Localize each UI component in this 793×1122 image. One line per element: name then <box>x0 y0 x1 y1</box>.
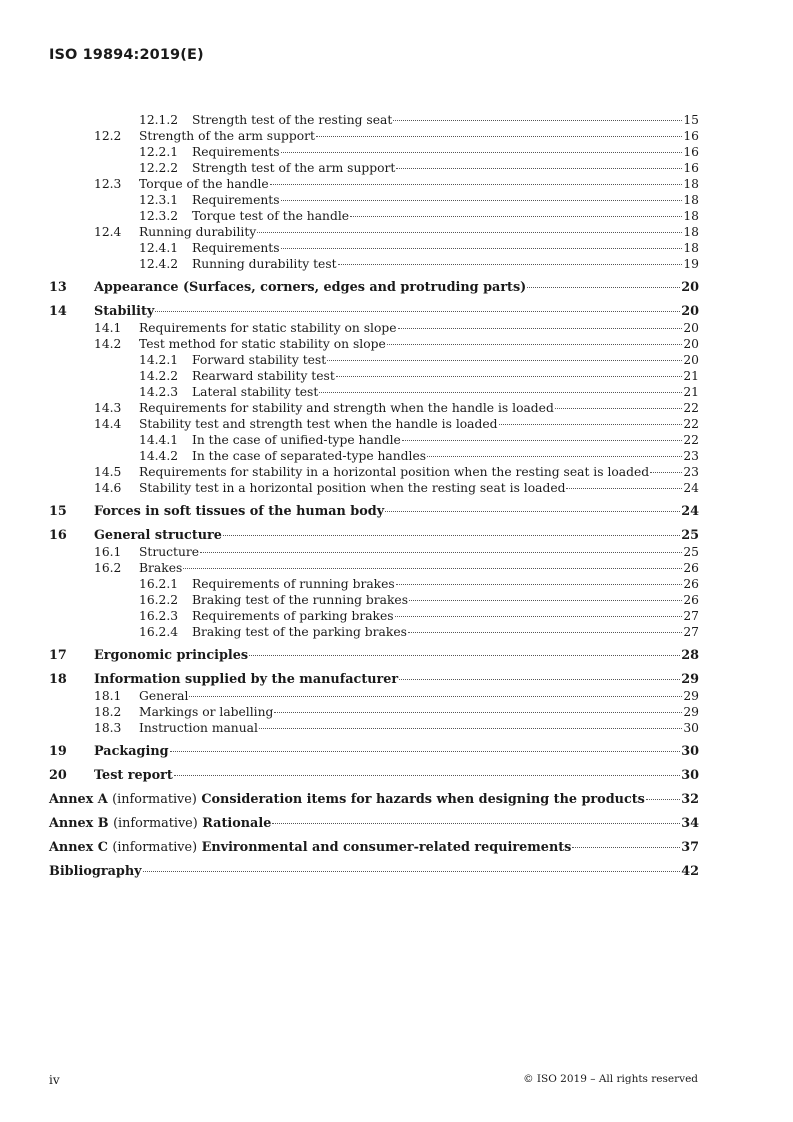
toc-entry-number: 14.5 <box>94 465 122 479</box>
dot-leader <box>395 616 683 617</box>
annex-label: Annex A <box>49 792 108 807</box>
dot-leader <box>393 120 682 121</box>
annex-note: (informative) <box>113 816 198 831</box>
toc-entry[interactable] <box>49 464 699 480</box>
dot-leader <box>319 392 682 393</box>
toc-entry-page: 27 <box>683 625 699 639</box>
toc-entry-page: 37 <box>681 840 699 855</box>
toc-entry-page: 18 <box>683 241 699 255</box>
toc-entry-title: Stability <box>94 304 155 319</box>
toc-entry-page: 16 <box>683 161 699 175</box>
toc-entry[interactable] <box>49 608 699 624</box>
toc-entry-number: 13 <box>49 280 67 295</box>
toc-entry-page: 23 <box>683 465 699 479</box>
dot-leader <box>385 511 680 512</box>
toc-entry-number: 16.2 <box>94 561 122 575</box>
toc-entry-title: Forces in soft tissues of the human body <box>94 504 385 519</box>
toc-entry-title: Stability test in a horizontal position when the resting seat is loaded <box>139 481 566 495</box>
toc-entry-page: 25 <box>683 545 699 559</box>
toc-entry-number: 18 <box>49 672 67 687</box>
toc-entry-page: 26 <box>683 577 699 591</box>
annex-title: Environmental and consumer-related requirements <box>201 840 572 855</box>
toc-entry[interactable] <box>49 624 699 640</box>
dot-leader <box>316 136 682 137</box>
toc-entry-number: 14.2.3 <box>139 385 179 399</box>
annex-label: Annex B <box>49 816 109 831</box>
dot-leader <box>527 287 680 288</box>
toc-entry-title: Forward stability test <box>192 353 327 367</box>
toc-entry-title: Strength of the arm support <box>139 129 315 143</box>
dot-leader <box>257 232 682 233</box>
dot-leader <box>338 264 683 265</box>
toc-entry-page: 20 <box>681 280 699 295</box>
table-of-contents <box>49 112 699 880</box>
toc-entry-title: Instruction manual <box>139 721 258 735</box>
toc-entry-title <box>49 816 271 832</box>
toc-entry-title: In the case of unified-type handle <box>192 433 401 447</box>
toc-entry-title: Requirements <box>192 145 280 159</box>
dot-leader <box>259 728 682 729</box>
toc-entry-title <box>49 792 645 808</box>
toc-entry-title: Requirements for stability and strength when the handle is loaded <box>139 401 554 415</box>
toc-entry-title: Ergonomic principles <box>94 648 249 663</box>
toc-entry-number: 16.2.3 <box>139 609 179 623</box>
toc-entry-page: 27 <box>683 609 699 623</box>
toc-entry-number: 14.6 <box>94 481 122 495</box>
annex-note: (informative) <box>112 792 197 807</box>
toc-entry-title: Packaging <box>94 744 169 759</box>
toc-entry-number: 16.2.2 <box>139 593 179 607</box>
dot-leader <box>646 799 680 800</box>
toc-entry-title: Lateral stability test <box>192 385 319 399</box>
dot-leader <box>398 328 683 329</box>
dot-leader <box>327 360 682 361</box>
toc-entry[interactable] <box>49 768 699 784</box>
toc-entry-page: 21 <box>683 369 699 383</box>
toc-entry[interactable] <box>49 432 699 448</box>
toc-entry[interactable] <box>49 448 699 464</box>
dot-leader <box>408 632 682 633</box>
toc-entry-page: 19 <box>683 257 699 271</box>
toc-entry[interactable] <box>49 480 699 496</box>
annex-title: Rationale <box>202 816 272 831</box>
toc-entry[interactable] <box>49 176 699 192</box>
toc-entry[interactable] <box>49 576 699 592</box>
dot-leader <box>281 248 683 249</box>
toc-entry-number: 14.1 <box>94 321 122 335</box>
toc-entry-page: 25 <box>681 528 699 543</box>
dot-leader <box>402 440 683 441</box>
dot-leader <box>396 168 682 169</box>
toc-entry-page: 32 <box>681 792 699 807</box>
toc-entry-title: Test method for static stability on slope <box>139 337 386 351</box>
toc-entry[interactable] <box>49 704 699 720</box>
toc-entry[interactable] <box>49 160 699 176</box>
toc-entry[interactable] <box>49 816 699 832</box>
dot-leader <box>499 424 683 425</box>
toc-entry-title: Stability test and strength test when the handle is loaded <box>139 417 498 431</box>
toc-entry[interactable] <box>49 648 699 664</box>
toc-entry[interactable] <box>49 256 699 272</box>
toc-entry-title: Information supplied by the manufacturer <box>94 672 399 687</box>
toc-entry[interactable] <box>49 400 699 416</box>
toc-entry[interactable] <box>49 528 699 544</box>
toc-entry-number: 14.4.1 <box>139 433 179 447</box>
toc-entry-title: Torque test of the handle <box>192 209 350 223</box>
toc-entry[interactable] <box>49 352 699 368</box>
toc-entry[interactable] <box>49 128 699 144</box>
toc-entry-title: Appearance (Surfaces, corners, edges and protruding parts) <box>94 280 527 295</box>
toc-entry-page: 22 <box>683 433 699 447</box>
dot-leader <box>155 311 680 312</box>
toc-entry-page: 34 <box>681 816 699 831</box>
toc-entry[interactable] <box>49 592 699 608</box>
toc-entry-page: 26 <box>683 593 699 607</box>
toc-entry-page: 18 <box>683 209 699 223</box>
toc-entry[interactable] <box>49 368 699 384</box>
dot-leader <box>200 552 682 553</box>
toc-entry[interactable] <box>49 144 699 160</box>
toc-entry[interactable] <box>49 320 699 336</box>
dot-leader <box>350 216 682 217</box>
toc-entry-number: 16.2.1 <box>139 577 179 591</box>
toc-entry-title: Strength test of the arm support <box>192 161 396 175</box>
toc-entry-page: 24 <box>681 504 699 519</box>
toc-entry-page: 30 <box>681 744 699 759</box>
toc-entry-number: 12.2 <box>94 129 122 143</box>
dot-leader <box>572 847 680 848</box>
dot-leader <box>566 488 682 489</box>
toc-entry-number: 17 <box>49 648 67 663</box>
toc-entry-page: 22 <box>683 417 699 431</box>
toc-entry-page: 22 <box>683 401 699 415</box>
toc-entry-title: Rearward stability test <box>192 369 335 383</box>
toc-entry-page: 24 <box>683 481 699 495</box>
toc-entry-number: 16.2.4 <box>139 625 179 639</box>
dot-leader <box>170 751 681 752</box>
dot-leader <box>174 775 680 776</box>
toc-entry-title: Running durability test <box>192 257 337 271</box>
toc-entry-number: 12.2.1 <box>139 145 179 159</box>
dot-leader <box>272 823 680 824</box>
toc-entry-title: Requirements for stability in a horizontal position when the resting seat is loaded <box>139 465 650 479</box>
toc-entry-title: Requirements of parking brakes <box>192 609 394 623</box>
toc-entry-page: 28 <box>681 648 699 663</box>
toc-entry-page: 20 <box>683 321 699 335</box>
toc-entry-title <box>49 864 142 880</box>
dot-leader <box>281 200 683 201</box>
toc-entry[interactable] <box>49 544 699 560</box>
toc-entry-number: 18.2 <box>94 705 122 719</box>
toc-entry-title: Structure <box>139 545 200 559</box>
toc-entry-number: 15 <box>49 504 67 519</box>
toc-entry-title: Requirements of running brakes <box>192 577 395 591</box>
dot-leader <box>189 696 682 697</box>
toc-entry[interactable] <box>49 416 699 432</box>
toc-entry[interactable] <box>49 240 699 256</box>
toc-entry-number: 16.1 <box>94 545 122 559</box>
toc-entry-number: 12.3 <box>94 177 122 191</box>
dot-leader <box>650 472 682 473</box>
dot-leader <box>387 344 683 345</box>
toc-entry-page: 29 <box>681 672 699 687</box>
toc-entry-number: 12.4 <box>94 225 122 239</box>
toc-entry-page: 23 <box>683 449 699 463</box>
dot-leader <box>555 408 683 409</box>
toc-entry-page: 18 <box>683 177 699 191</box>
toc-entry-number: 12.3.2 <box>139 209 179 223</box>
toc-entry-number: 16 <box>49 528 67 543</box>
toc-entry-page: 26 <box>683 561 699 575</box>
toc-entry[interactable] <box>49 720 699 736</box>
dot-leader <box>270 184 683 185</box>
toc-entry-title <box>49 840 571 856</box>
toc-entry[interactable] <box>49 280 699 296</box>
toc-entry[interactable] <box>49 112 699 128</box>
document-id-header: ISO 19894:2019(E) <box>49 47 204 63</box>
toc-entry[interactable] <box>49 504 699 520</box>
toc-entry-title: Requirements <box>192 241 280 255</box>
page-number: iv <box>49 1073 60 1087</box>
toc-entry-title: Requirements <box>192 193 280 207</box>
toc-entry-title: Strength test of the resting seat <box>192 113 393 127</box>
toc-entry-page: 16 <box>683 145 699 159</box>
toc-entry-number: 14.3 <box>94 401 122 415</box>
dot-leader <box>409 600 682 601</box>
dot-leader <box>427 456 682 457</box>
toc-entry-title: General <box>139 689 189 703</box>
toc-entry-page: 21 <box>683 385 699 399</box>
toc-entry-title: Running durability <box>139 225 257 239</box>
toc-entry-page: 18 <box>683 225 699 239</box>
toc-entry[interactable] <box>49 864 699 880</box>
toc-entry-page: 30 <box>681 768 699 783</box>
toc-entry-page: 42 <box>681 864 699 879</box>
annex-label: Annex C <box>49 840 108 855</box>
toc-entry-page: 15 <box>683 113 699 127</box>
toc-entry-number: 20 <box>49 768 67 783</box>
toc-entry[interactable] <box>49 224 699 240</box>
toc-entry[interactable] <box>49 208 699 224</box>
toc-entry-number: 12.4.1 <box>139 241 179 255</box>
toc-entry-page: 16 <box>683 129 699 143</box>
toc-entry-page: 29 <box>683 705 699 719</box>
dot-leader <box>223 535 680 536</box>
toc-entry-number: 14.4 <box>94 417 122 431</box>
dot-leader <box>399 679 680 680</box>
toc-entry-page: 20 <box>683 353 699 367</box>
toc-entry-number: 14.4.2 <box>139 449 179 463</box>
toc-entry-number: 12.2.2 <box>139 161 179 175</box>
toc-entry[interactable] <box>49 840 699 856</box>
toc-entry-number: 12.4.2 <box>139 257 179 271</box>
toc-entry-title: General structure <box>94 528 222 543</box>
toc-entry-title: Requirements for static stability on slope <box>139 321 397 335</box>
toc-entry-number: 18.3 <box>94 721 122 735</box>
toc-entry-page: 18 <box>683 193 699 207</box>
copyright-notice: © ISO 2019 – All rights reserved <box>523 1073 698 1085</box>
toc-entry[interactable] <box>49 792 699 808</box>
dot-leader <box>143 871 681 872</box>
toc-entry-number: 14.2.2 <box>139 369 179 383</box>
toc-entry[interactable] <box>49 304 699 320</box>
toc-entry-title: Torque of the handle <box>139 177 269 191</box>
dot-leader <box>336 376 683 377</box>
toc-entry[interactable] <box>49 744 699 760</box>
dot-leader <box>281 152 683 153</box>
toc-entry-title: Braking test of the parking brakes <box>192 625 407 639</box>
toc-entry-page: 29 <box>683 689 699 703</box>
toc-entry-number: 12.1.2 <box>139 113 179 127</box>
toc-entry-number: 14.2 <box>94 337 122 351</box>
toc-entry-page: 20 <box>683 337 699 351</box>
annex-label: Bibliography <box>49 864 142 879</box>
toc-entry-page: 30 <box>683 721 699 735</box>
toc-entry[interactable] <box>49 384 699 400</box>
dot-leader <box>274 712 682 713</box>
toc-entry-number: 19 <box>49 744 67 759</box>
toc-entry-number: 18.1 <box>94 689 122 703</box>
toc-entry-page: 20 <box>681 304 699 319</box>
toc-entry-title: Brakes <box>139 561 183 575</box>
toc-entry-title: Markings or labelling <box>139 705 274 719</box>
toc-entry[interactable] <box>49 192 699 208</box>
dot-leader <box>183 568 682 569</box>
toc-entry-title: Braking test of the running brakes <box>192 593 409 607</box>
toc-entry-number: 14.2.1 <box>139 353 179 367</box>
toc-entry[interactable] <box>49 336 699 352</box>
toc-entry[interactable] <box>49 560 699 576</box>
toc-entry-title: In the case of separated-type handles <box>192 449 427 463</box>
toc-entry-number: 12.3.1 <box>139 193 179 207</box>
toc-entry[interactable] <box>49 688 699 704</box>
toc-entry[interactable] <box>49 672 699 688</box>
toc-entry-title: Test report <box>94 768 173 783</box>
annex-title: Consideration items for hazards when designing the products <box>201 792 645 807</box>
toc-entry-number: 14 <box>49 304 67 319</box>
annex-note: (informative) <box>112 840 198 855</box>
dot-leader <box>249 655 680 656</box>
dot-leader <box>396 584 683 585</box>
